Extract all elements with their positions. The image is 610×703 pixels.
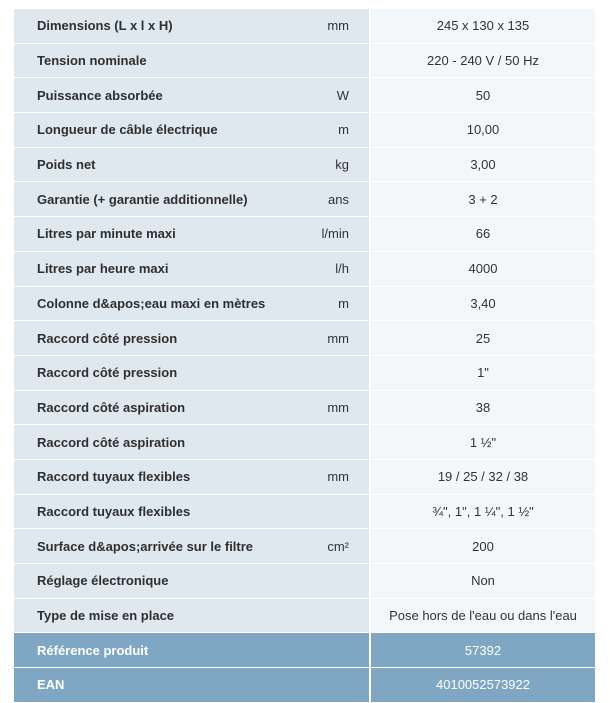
spec-label: Litres par heure maxi [14,251,298,286]
footer-label: EAN [14,668,370,703]
footer-row-ean [14,668,595,703]
spec-row-reglage [14,564,595,599]
spec-unit: W [298,78,370,113]
spec-value: 220 - 240 V / 50 Hz [370,43,595,78]
spec-label: Raccord côté aspiration [14,390,298,425]
spec-value: 25 [370,321,595,356]
spec-value: 4000 [370,251,595,286]
spec-unit [298,494,370,529]
spec-row-cable [14,113,595,148]
spec-unit: cm² [298,529,370,564]
spec-value: 3,40 [370,286,595,321]
spec-row-raccord-aspiration-mm [14,390,595,425]
spec-label: Colonne d&apos;eau maxi en mètres [14,286,298,321]
spec-row-garantie [14,182,595,217]
spec-label: Raccord tuyaux flexibles [14,459,298,494]
spec-value: 66 [370,217,595,252]
spec-unit [298,564,370,599]
spec-label: Raccord tuyaux flexibles [14,494,298,529]
spec-unit: ans [298,182,370,217]
spec-row-puissance [14,78,595,113]
spec-row-mise-en-place [14,598,595,633]
spec-unit: mm [298,321,370,356]
spec-value: 3 + 2 [370,182,595,217]
spec-label: Poids net [14,147,298,182]
spec-value: 1" [370,355,595,390]
footer-value: 57392 [370,633,595,668]
footer-row-reference [14,633,595,668]
spec-unit: m [298,113,370,148]
spec-row-raccord-pression-inch [14,355,595,390]
spec-row-tuyaux-inch [14,494,595,529]
spec-row-colonne-eau [14,286,595,321]
spec-unit [298,43,370,78]
spec-label: Raccord côté aspiration [14,425,298,460]
spec-value: 38 [370,390,595,425]
spec-unit: mm [298,390,370,425]
spec-unit [298,355,370,390]
spec-label: Dimensions (L x l x H) [14,9,298,44]
spec-label: Surface d&apos;arrivée sur le filtre [14,529,298,564]
spec-unit: kg [298,147,370,182]
footer-label: Référence produit [14,633,370,668]
spec-label: Raccord côté pression [14,321,298,356]
spec-label: Litres par minute maxi [14,217,298,252]
spec-unit: mm [298,9,370,44]
spec-value: 245 x 130 x 135 [370,9,595,44]
spec-label: Puissance absorbée [14,78,298,113]
spec-value: Non [370,564,595,599]
spec-value: ¾", 1", 1 ¼", 1 ½" [370,494,595,529]
spec-label: Type de mise en place [14,598,298,633]
spec-unit: m [298,286,370,321]
specification-table [14,8,595,703]
footer-value: 4010052573922 [370,668,595,703]
spec-value: 3,00 [370,147,595,182]
spec-row-tension [14,43,595,78]
spec-value: 1 ½" [370,425,595,460]
spec-row-dimensions [14,9,595,44]
spec-unit [298,598,370,633]
spec-row-tuyaux-mm [14,459,595,494]
spec-label: Tension nominale [14,43,298,78]
spec-label: Longueur de câble électrique [14,113,298,148]
spec-row-raccord-aspiration-inch [14,425,595,460]
spec-row-surface-filtre [14,529,595,564]
spec-value: 200 [370,529,595,564]
spec-value: 10,00 [370,113,595,148]
spec-unit: l/min [298,217,370,252]
spec-row-raccord-pression-mm [14,321,595,356]
spec-unit: l/h [298,251,370,286]
spec-label: Raccord côté pression [14,355,298,390]
spec-value: Pose hors de l'eau ou dans l'eau [370,598,595,633]
spec-label: Garantie (+ garantie additionnelle) [14,182,298,217]
spec-unit: mm [298,459,370,494]
spec-label: Réglage électronique [14,564,298,599]
spec-unit [298,425,370,460]
spec-value: 19 / 25 / 32 / 38 [370,459,595,494]
spec-row-litres-heure [14,251,595,286]
spec-value: 50 [370,78,595,113]
spec-row-litres-minute [14,217,595,252]
spec-row-poids [14,147,595,182]
